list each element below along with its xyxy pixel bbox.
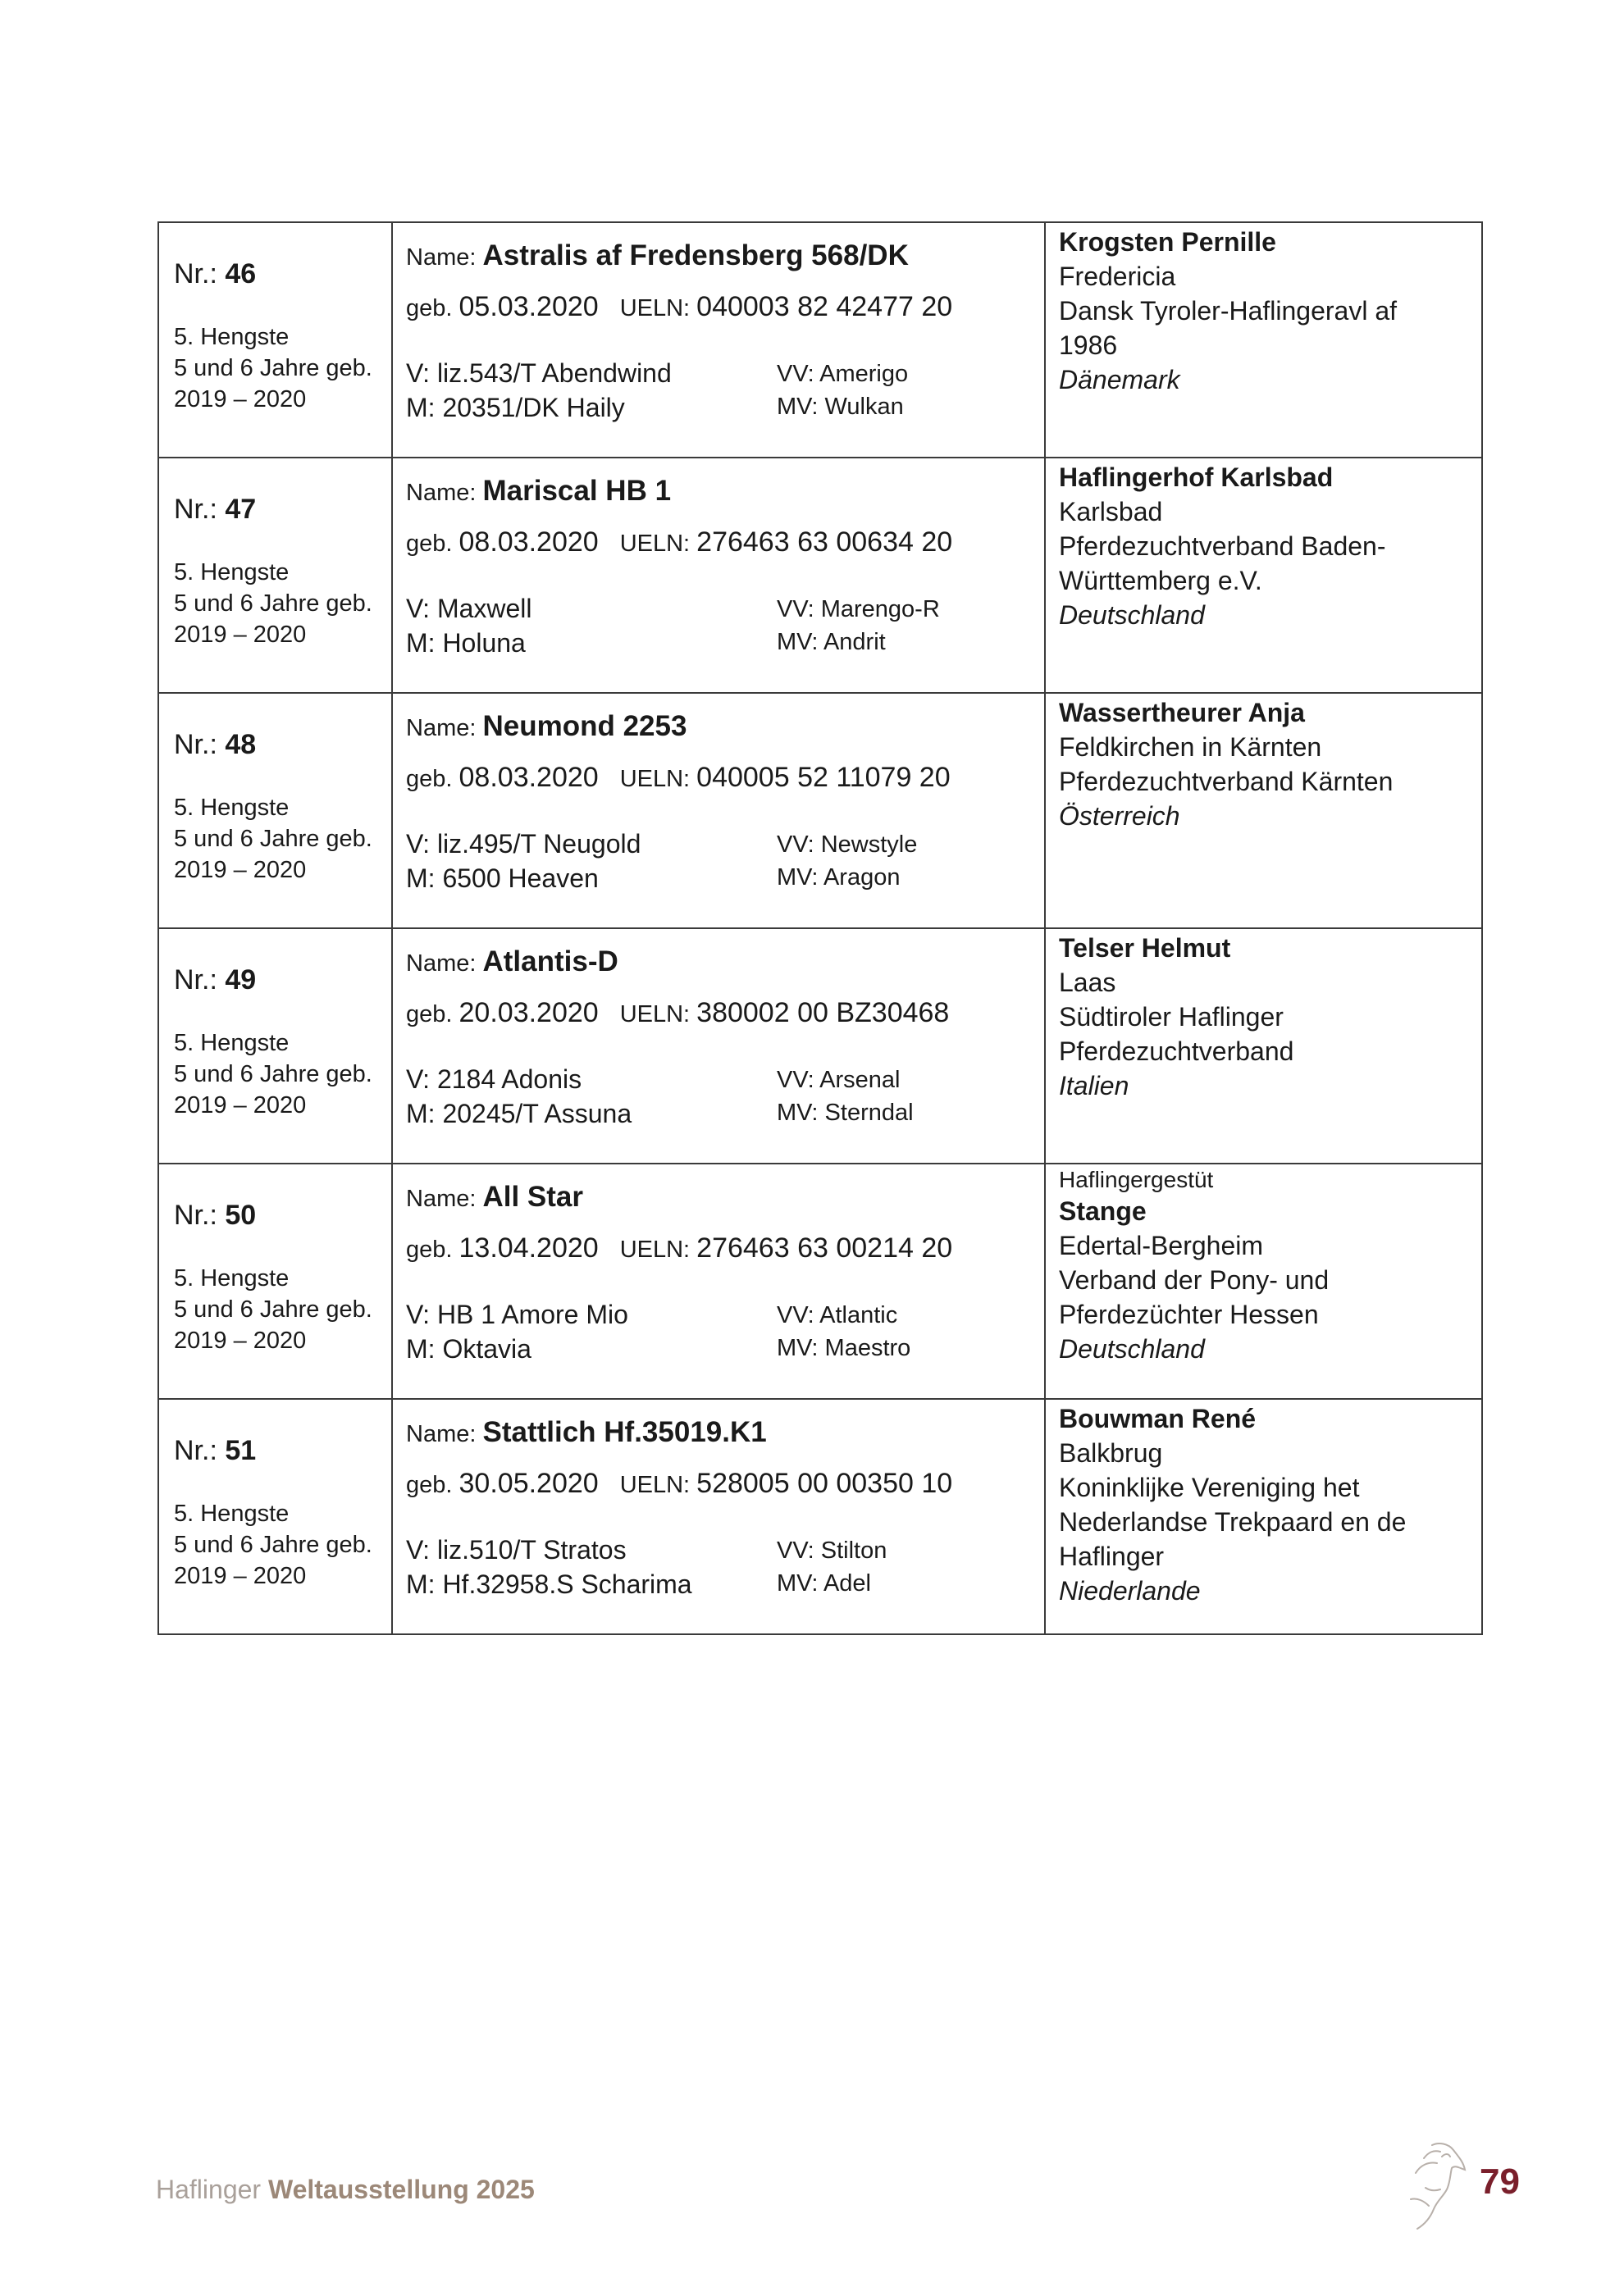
owner-prefix: Haflingergestüt	[1059, 1167, 1214, 1192]
class-name: 5. Hengste	[174, 1265, 290, 1292]
pedigree	[406, 591, 1044, 660]
horse-cell	[392, 222, 1045, 458]
sire-sire: VV: Atlantic	[777, 1302, 898, 1328]
entry-number	[174, 728, 391, 761]
dam: M: 20351/DK Haily	[406, 393, 625, 422]
address-line: Pferdezuchtverband Baden-	[1059, 531, 1386, 561]
owner-address	[1059, 1228, 1468, 1332]
class-years: 2019 – 2020	[174, 1092, 307, 1118]
owner-cell	[1045, 1399, 1482, 1634]
class-name: 5. Hengste	[174, 559, 290, 585]
owner-country: Niederlande	[1059, 1576, 1201, 1606]
entries-body	[158, 222, 1482, 1634]
owner-country: Deutschland	[1059, 1334, 1205, 1364]
ueln-value: 040005 52 11079 20	[696, 762, 951, 793]
birth-line	[406, 1465, 1044, 1503]
dam-sire: MV: Sterndal	[777, 1100, 914, 1126]
owner-address	[1059, 259, 1468, 362]
horse-logo-icon	[1401, 2140, 1468, 2232]
birth-date: 30.05.2020	[458, 1468, 599, 1499]
entry-number-cell	[158, 928, 392, 1164]
horse-name: Neumond 2253	[482, 710, 687, 742]
dam: M: Oktavia	[406, 1334, 531, 1364]
footer-event: Weltausstellung 2025	[267, 2175, 535, 2204]
geb-label: geb.	[406, 1237, 453, 1263]
class-years: 2019 – 2020	[174, 1328, 307, 1354]
birth-date: 08.03.2020	[458, 762, 599, 793]
nr-label: Nr.:	[174, 1200, 217, 1231]
dam-sire: MV: Wulkan	[777, 394, 904, 420]
class-info	[174, 792, 391, 886]
birth-date: 20.03.2020	[458, 997, 599, 1028]
class-age: 5 und 6 Jahre geb.	[174, 826, 372, 852]
class-years: 2019 – 2020	[174, 386, 307, 412]
owner-address	[1059, 494, 1468, 598]
horse-name-line	[406, 1179, 1044, 1217]
table-row	[158, 1399, 1482, 1634]
name-label: Name:	[406, 1186, 477, 1212]
geb-label: geb.	[406, 1472, 453, 1498]
sire: V: liz.543/T Abendwind	[406, 358, 672, 388]
owner-country: Dänemark	[1059, 365, 1180, 394]
class-name: 5. Hengste	[174, 795, 290, 821]
owner-name: Haflingerhof Karlsbad	[1059, 462, 1334, 492]
address-line: Südtiroler Haflinger	[1059, 1002, 1284, 1032]
entry-number	[174, 1199, 391, 1232]
nr-label: Nr.:	[174, 258, 217, 289]
table-row	[158, 928, 1482, 1164]
entry-number-cell	[158, 1399, 392, 1634]
footer-brand: Haflinger	[156, 2175, 262, 2204]
sire-sire: VV: Amerigo	[777, 361, 909, 387]
nr-value: 48	[225, 729, 257, 760]
dam-sire: MV: Adel	[777, 1570, 871, 1597]
name-label: Name:	[406, 244, 477, 271]
name-label: Name:	[406, 480, 477, 506]
sire-sire: VV: Arsenal	[777, 1067, 901, 1093]
nr-value: 50	[225, 1200, 257, 1231]
horse-name-line	[406, 473, 1044, 511]
pedigree	[406, 1533, 1044, 1601]
class-info	[174, 1498, 391, 1592]
owner-name: Telser Helmut	[1059, 933, 1231, 963]
sire-sire: VV: Marengo-R	[777, 596, 940, 622]
class-years: 2019 – 2020	[174, 857, 307, 883]
class-age: 5 und 6 Jahre geb.	[174, 1296, 372, 1323]
horse-cell	[392, 458, 1045, 693]
sire: V: liz.495/T Neugold	[406, 829, 641, 859]
dam: M: Hf.32958.S Scharima	[406, 1569, 692, 1599]
horse-cell	[392, 928, 1045, 1164]
entry-number-cell	[158, 222, 392, 458]
table-row	[158, 1164, 1482, 1399]
table-row	[158, 693, 1482, 928]
owner-country: Italien	[1059, 1071, 1129, 1100]
class-age: 5 und 6 Jahre geb.	[174, 1061, 372, 1087]
nr-value: 51	[225, 1435, 257, 1466]
horse-name-line	[406, 944, 1044, 982]
horse-name: Astralis af Fredensberg 568/DK	[482, 239, 909, 271]
table-row	[158, 458, 1482, 693]
address-line: Laas	[1059, 968, 1116, 997]
ueln-value: 040003 82 42477 20	[696, 291, 953, 322]
dam: M: 6500 Heaven	[406, 863, 599, 893]
entry-number	[174, 493, 391, 526]
address-line: Nederlandse Trekpaard en de	[1059, 1507, 1407, 1537]
nr-label: Nr.:	[174, 494, 217, 525]
entry-number-cell	[158, 1164, 392, 1399]
horse-name: Atlantis-D	[482, 945, 618, 977]
address-line: Haflinger	[1059, 1542, 1165, 1571]
dam-sire: MV: Aragon	[777, 864, 901, 891]
dam-sire: MV: Andrit	[777, 629, 886, 655]
address-line: Koninklijke Vereniging het	[1059, 1473, 1360, 1502]
owner-name: Wassertheurer Anja	[1059, 698, 1305, 727]
dam: M: 20245/T Assuna	[406, 1099, 632, 1128]
birth-line	[406, 759, 1044, 797]
table-row	[158, 222, 1482, 458]
pedigree	[406, 1297, 1044, 1366]
address-line: Pferdezuchtverband Kärnten	[1059, 767, 1394, 796]
pedigree	[406, 1062, 1044, 1131]
birth-line	[406, 524, 1044, 562]
entries-table	[157, 221, 1483, 1635]
horse-cell	[392, 693, 1045, 928]
dam: M: Holuna	[406, 628, 526, 658]
nr-label: Nr.:	[174, 964, 217, 995]
geb-label: geb.	[406, 1001, 453, 1027]
sire: V: HB 1 Amore Mio	[406, 1300, 628, 1329]
horse-name-line	[406, 1414, 1044, 1452]
address-line: Edertal-Bergheim	[1059, 1231, 1263, 1260]
class-age: 5 und 6 Jahre geb.	[174, 590, 372, 617]
ueln-value: 276463 63 00214 20	[696, 1232, 953, 1264]
class-name: 5. Hengste	[174, 1501, 290, 1527]
birth-date: 08.03.2020	[458, 526, 599, 558]
owner-cell	[1045, 458, 1482, 693]
nr-value: 46	[225, 258, 257, 289]
geb-label: geb.	[406, 295, 453, 321]
horse-name: Mariscal HB 1	[482, 475, 672, 507]
geb-label: geb.	[406, 531, 453, 557]
ueln-label: UELN:	[619, 1472, 691, 1498]
class-info	[174, 321, 391, 415]
class-years: 2019 – 2020	[174, 622, 307, 648]
horse-name: All Star	[482, 1181, 584, 1213]
sire: V: Maxwell	[406, 594, 532, 623]
nr-label: Nr.:	[174, 1435, 217, 1466]
dam-sire: MV: Maestro	[777, 1335, 911, 1361]
nr-value: 49	[225, 964, 257, 995]
address-line: Württemberg e.V.	[1059, 566, 1262, 595]
sire: V: liz.510/T Stratos	[406, 1535, 627, 1565]
horse-name: Stattlich Hf.35019.K1	[482, 1416, 767, 1448]
owner-country: Österreich	[1059, 801, 1180, 831]
ueln-label: UELN:	[619, 295, 691, 321]
ueln-value: 276463 63 00634 20	[696, 526, 953, 558]
address-line: Pferdezuchtverband	[1059, 1036, 1294, 1066]
pedigree	[406, 827, 1044, 895]
class-info	[174, 557, 391, 650]
page-number: 79	[1480, 2162, 1520, 2202]
birth-date: 13.04.2020	[458, 1232, 599, 1264]
entry-number	[174, 1434, 391, 1467]
name-label: Name:	[406, 1421, 477, 1447]
ueln-value: 528005 00 00350 10	[696, 1468, 953, 1499]
owner-address	[1059, 730, 1468, 799]
birth-line	[406, 995, 1044, 1032]
address-line: Feldkirchen in Kärnten	[1059, 732, 1322, 762]
address-line: Balkbrug	[1059, 1438, 1163, 1468]
ueln-label: UELN:	[619, 766, 691, 792]
class-age: 5 und 6 Jahre geb.	[174, 355, 372, 381]
birth-line	[406, 1230, 1044, 1268]
footer-title	[156, 2175, 535, 2205]
class-info	[174, 1027, 391, 1121]
owner-cell	[1045, 222, 1482, 458]
address-line: Karlsbad	[1059, 497, 1163, 526]
class-info	[174, 1263, 391, 1356]
owner-name: Stange	[1059, 1196, 1147, 1226]
owner-cell	[1045, 928, 1482, 1164]
horse-cell	[392, 1164, 1045, 1399]
owner-address	[1059, 965, 1468, 1068]
entry-number	[174, 963, 391, 996]
name-label: Name:	[406, 950, 477, 977]
entry-number-cell	[158, 693, 392, 928]
sire-sire: VV: Newstyle	[777, 831, 918, 858]
address-line: Fredericia	[1059, 262, 1176, 291]
horse-name-line	[406, 238, 1044, 276]
owner-name: Bouwman René	[1059, 1404, 1257, 1433]
nr-value: 47	[225, 494, 257, 525]
owner-name: Krogsten Pernille	[1059, 227, 1276, 257]
address-line: Dansk Tyroler-Haflingeravl af	[1059, 296, 1398, 326]
class-age: 5 und 6 Jahre geb.	[174, 1532, 372, 1558]
owner-cell	[1045, 1164, 1482, 1399]
sire-sire: VV: Stilton	[777, 1538, 887, 1564]
horse-cell	[392, 1399, 1045, 1634]
ueln-label: UELN:	[619, 1237, 691, 1263]
class-years: 2019 – 2020	[174, 1563, 307, 1589]
geb-label: geb.	[406, 766, 453, 792]
ueln-value: 380002 00 BZ30468	[696, 997, 950, 1028]
owner-cell	[1045, 693, 1482, 928]
nr-label: Nr.:	[174, 729, 217, 760]
pedigree	[406, 356, 1044, 425]
ueln-label: UELN:	[619, 531, 691, 557]
horse-name-line	[406, 708, 1044, 746]
ueln-label: UELN:	[619, 1001, 691, 1027]
address-line: 1986	[1059, 330, 1118, 360]
birth-line	[406, 289, 1044, 326]
class-name: 5. Hengste	[174, 1030, 290, 1056]
name-label: Name:	[406, 715, 477, 741]
entry-number-cell	[158, 458, 392, 693]
entry-number	[174, 257, 391, 290]
class-name: 5. Hengste	[174, 324, 290, 350]
owner-address	[1059, 1436, 1468, 1574]
birth-date: 05.03.2020	[458, 291, 599, 322]
address-line: Verband der Pony- und	[1059, 1265, 1330, 1295]
owner-country: Deutschland	[1059, 600, 1205, 630]
sire: V: 2184 Adonis	[406, 1064, 582, 1094]
address-line: Pferdezüchter Hessen	[1059, 1300, 1319, 1329]
